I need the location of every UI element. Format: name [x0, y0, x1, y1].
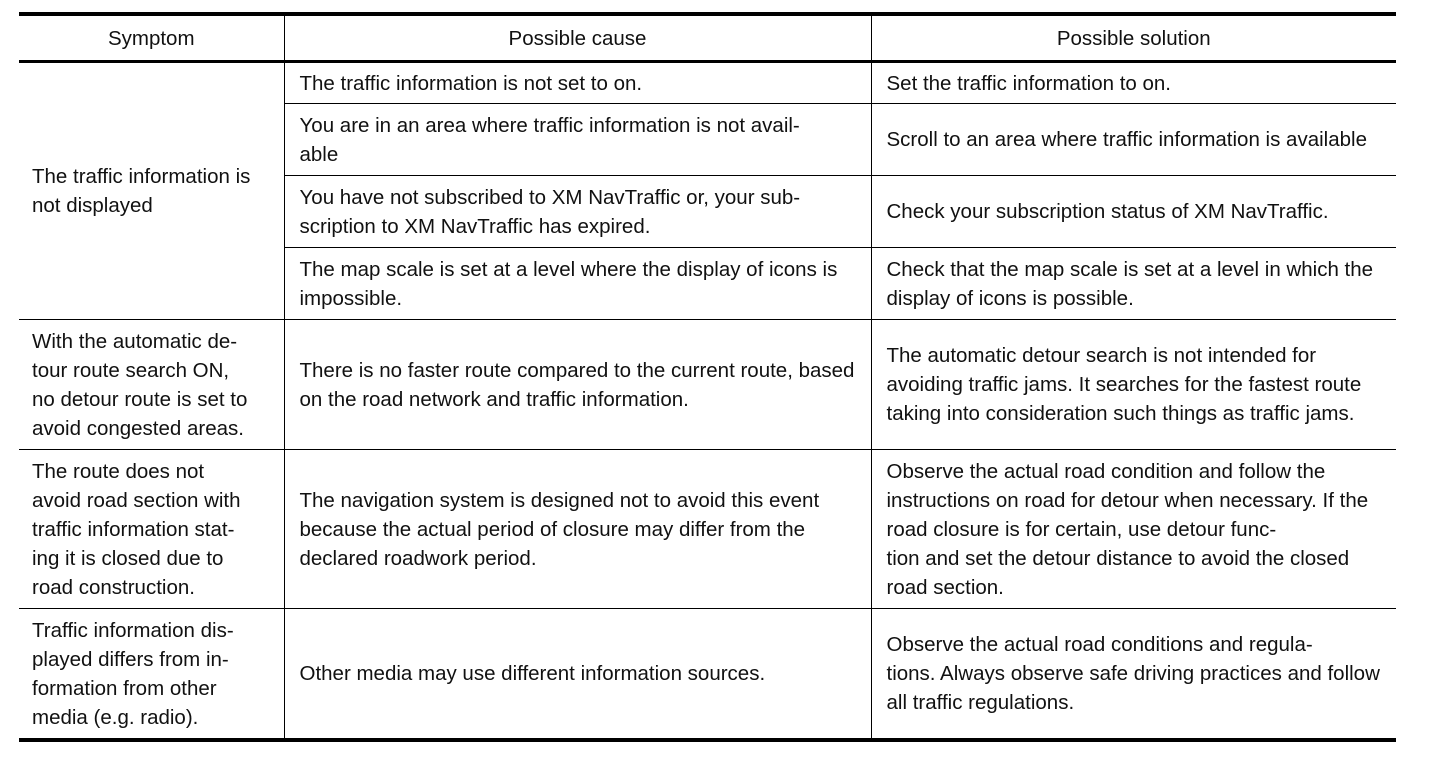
symptom-cell: The route does not avoid road section with traffic information stat- ing it is closed due to road construction.: [19, 450, 284, 609]
header-possible-solution: Possible solution: [871, 14, 1396, 62]
cause-cell: You have not subscribed to XM NavTraffic or, your sub- scription to XM NavTraffic has expired.: [284, 176, 871, 248]
header-symptom: Symptom: [19, 14, 284, 62]
header-possible-cause: Possible cause: [284, 14, 871, 62]
symptom-cell: Traffic information dis- played differs from in- formation from other media (e.g. radio).: [19, 609, 284, 741]
cause-cell: The map scale is set at a level where the display of icons is impossible.: [284, 248, 871, 320]
solution-cell: The automatic detour search is not intended for avoiding traffic jams. It searches for the fastest route taking into consideration such things as traffic jams.: [871, 320, 1396, 450]
solution-cell: Scroll to an area where traffic information is available: [871, 104, 1396, 176]
table-body: [19, 62, 1396, 741]
table-row: [19, 450, 1396, 609]
symptom-cell: With the automatic de- tour route search ON, no detour route is set to avoid congested areas.: [19, 320, 284, 450]
cause-cell: Other media may use different information sources.: [284, 609, 871, 741]
symptom-cell: The traffic information is not displayed: [32, 165, 251, 217]
table-row: [19, 609, 1396, 741]
cause-cell: There is no faster route compared to the current route, based on the road network and traffic information.: [284, 320, 871, 450]
cause-cell: You are in an area where traffic information is not avail- able: [284, 104, 871, 176]
cause-cell: The traffic information is not set to on.: [284, 62, 871, 104]
troubleshooting-table: [19, 12, 1396, 742]
solution-cell: Check that the map scale is set at a level in which the display of icons is possible.: [871, 248, 1396, 320]
table-row: [19, 62, 1396, 104]
solution-cell: Observe the actual road condition and follow the instructions on road for detour when necessary. If the road closure is for certain, use detour func- tion and set the detour distance to avoid the closed road section.: [871, 450, 1396, 609]
table-row: [19, 320, 1396, 450]
solution-cell: Check your subscription status of XM NavTraffic.: [871, 176, 1396, 248]
solution-cell: Set the traffic information to on.: [871, 62, 1396, 104]
header-row: [19, 14, 1396, 62]
table-header: [19, 14, 1396, 62]
cause-cell: The navigation system is designed not to avoid this event because the actual period of closure may differ from the declared roadwork period.: [284, 450, 871, 609]
solution-cell: Observe the actual road conditions and regula- tions. Always observe safe driving practices and follow all traffic regulations.: [871, 609, 1396, 741]
